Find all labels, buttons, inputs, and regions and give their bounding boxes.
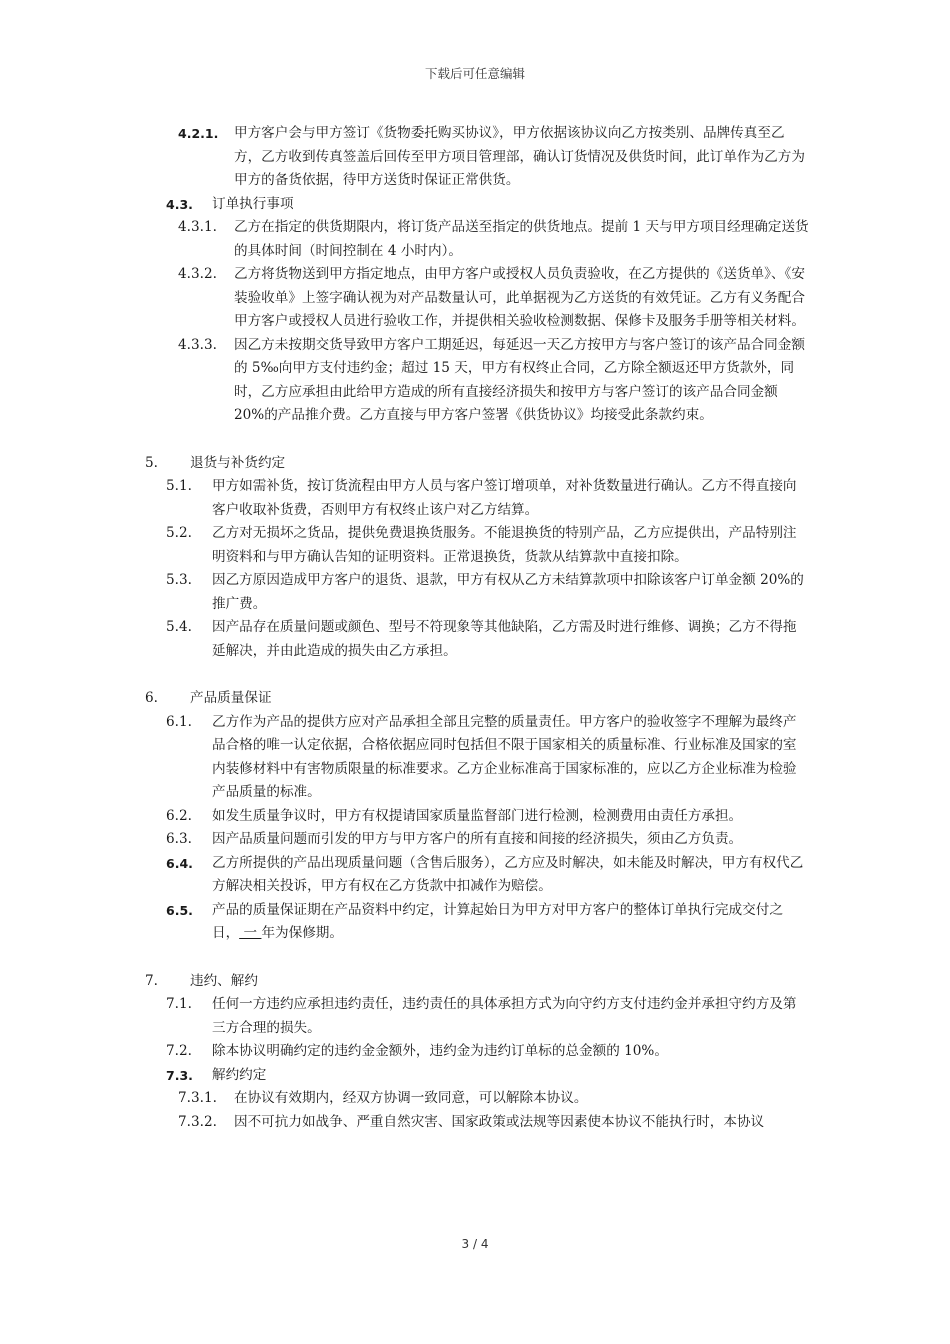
clause-number: 4.3.	[166, 196, 193, 212]
clause-number: 7.3.1.	[178, 1090, 217, 1106]
clause-number: 7.1.	[166, 996, 192, 1012]
underlined-term: 一	[239, 925, 262, 941]
clause-6-2	[0, 805, 950, 829]
clause-number: 6.2.	[166, 807, 192, 824]
clause-text: 甲方客户会与甲方签订《货物委托购买协议》，甲方依据该协议向乙方按类别、品牌传真至乙方，乙方收到传真签盖后回传至甲方项目管理部，确认订货情况及供货时间，此订单作为乙方为甲方的备货依据，待甲方送货时保证正常供货。	[234, 125, 805, 188]
clause-number: 4.2.1.	[178, 126, 219, 141]
clause-number: 6.4.	[166, 855, 193, 871]
clause-text: 因乙方原因造成甲方客户的退货、退款，甲方有权从乙方未结算款项中扣除该客户订单金额 20%的推广费。	[212, 572, 804, 612]
clause-text: 乙方在指定的供货期限内，将订货产品送至指定的供货地点。提前 1 天与甲方项目经理确定送货的具体时间（时间控制在 4 小时内）。	[234, 219, 809, 259]
clause-6-4	[0, 852, 950, 899]
clause-6-3	[0, 828, 950, 852]
clause-number: 5.3.	[166, 572, 192, 588]
clause-text: 乙方作为产品的提供方应对产品承担全部且完整的质量责任。甲方客户的验收签字不理解为最终产品合格的唯一认定依据，合格依据应同时包括但不限于国家相关的质量标准、行业标准及国家的室内装修材料中有害物质限量的标准要求。乙方企业标准高于国家标准的，应以乙方企业标准为检验产品质量的标准。	[212, 713, 797, 800]
clause-7-3-1	[0, 1087, 950, 1111]
section-title: 产品质量保证	[190, 690, 272, 706]
clause-text: 如发生质量争议时，甲方有权提请国家质量监督部门进行检测，检测费用由责任方承担。	[212, 807, 743, 824]
clause-heading: 解约约定	[212, 1066, 267, 1083]
clause-text: 因产品质量问题而引发的甲方与甲方客户的所有直接和间接的经济损失，须由乙方负责。	[212, 831, 743, 847]
clause-text: 乙方对无损坏之货品，提供免费退换货服务。不能退换货的特别产品，乙方应提供出，产品特别注明资料和与甲方确认告知的证明资料。正常退换货，货款从结算款中直接扣除。	[212, 525, 797, 565]
clause-text: 任何一方违约应承担违约责任，违约责任的具体承担方式为向守约方支付违约金并承担守约方及第三方合理的损失。	[212, 996, 797, 1036]
clause-6-5	[0, 899, 950, 946]
clause-number: 5.2.	[166, 525, 192, 541]
page-number: 3 / 4	[461, 1237, 489, 1251]
document-body	[0, 122, 950, 1134]
clause-text: 在协议有效期内，经双方协调一致同意，可以解除本协议。	[234, 1090, 588, 1106]
clause-text: 甲方如需补货，按订货流程由甲方人员与客户签订增项单，对补货数量进行确认。乙方不得直接向客户收取补货费，否则甲方有权终止该户对乙方结算。	[212, 478, 797, 518]
clause-heading: 订单执行事项	[212, 195, 294, 212]
clause-5-4	[0, 616, 950, 663]
clause-4-3	[0, 193, 950, 217]
clause-number: 7.3.	[166, 1067, 193, 1083]
section-spacer	[0, 428, 950, 452]
clause-number: 7.3.2.	[178, 1113, 217, 1130]
clause-text	[212, 899, 809, 946]
clause-6-1	[0, 711, 950, 805]
clause-7-3-2	[0, 1111, 950, 1135]
clause-7-2	[0, 1040, 950, 1064]
section-5-heading	[0, 452, 950, 476]
section-title: 违约、解约	[190, 972, 258, 989]
clause-5-1	[0, 475, 950, 522]
clause-number: 5.1.	[166, 478, 192, 494]
clause-number: 5.4.	[166, 619, 192, 635]
clause-text: 因产品存在质量问题或颜色、型号不符现象等其他缺陷，乙方需及时进行维修、调换；乙方不得拖延解决，并由此造成的损失由乙方承担。	[212, 619, 797, 659]
clause-text: 乙方所提供的产品出现质量问题（含售后服务），乙方应及时解决，如未能及时解决，甲方有权代乙方解决相关投诉，甲方有权在乙方货款中扣减作为赔偿。	[212, 854, 804, 894]
clause-text: 因不可抗力如战争、严重自然灾害、国家政策或法规等因素使本协议不能执行时，本协议	[234, 1113, 765, 1130]
section-6-heading	[0, 687, 950, 711]
clause-4-3-1	[0, 216, 950, 263]
clause-text: 因乙方未按期交货导致甲方客户工期延迟，每延迟一天乙方按甲方与客户签订的该产品合同金额的 5‰向甲方支付违约金；超过 15 天，甲方有权终止合同，乙方除全额返还甲方货款外，同时，乙方应承担由此给甲方造成的所有直接经济损失和按甲方与客户签订的该产品合同金额 20%的产品推介费。乙方直接与甲方客户签署《供货协议》均接受此条款约束。	[234, 336, 805, 423]
section-number: 7.	[145, 972, 158, 989]
section-number: 5.	[145, 454, 158, 471]
clause-4-3-2	[0, 263, 950, 334]
clause-text-after: 年为保修期。	[261, 925, 343, 941]
clause-text: 乙方将货物送到甲方指定地点，由甲方客户或授权人员负责验收，在乙方提供的《送货单》、《安装验收单》上签字确认视为对产品数量认可，此单据视为乙方送货的有效凭证。乙方有义务配合甲方客户或授权人员进行验收工作，并提供相关验收检测数据、保修卡及服务手册等相关材料。	[234, 266, 805, 329]
section-spacer	[0, 663, 950, 687]
clause-7-3	[0, 1064, 950, 1088]
clause-4-3-3	[0, 334, 950, 428]
clause-5-3	[0, 569, 950, 616]
clause-number: 6.3.	[166, 831, 192, 847]
page-header: 下载后可任意编辑	[424, 66, 525, 81]
clause-number: 4.3.2.	[178, 266, 217, 282]
clause-number: 7.2.	[166, 1043, 192, 1059]
clause-number: 4.3.1.	[178, 219, 217, 235]
section-number: 6.	[145, 690, 158, 706]
clause-number: 6.5.	[166, 902, 193, 918]
clause-text-before: 产品的质量保证期在产品资料中约定，计算起始日为甲方对甲方客户的整体订单执行完成交付之日，	[212, 901, 783, 941]
clause-number: 6.1.	[166, 713, 192, 730]
clause-7-1	[0, 993, 950, 1040]
clause-text: 除本协议明确约定的违约金金额外，违约金为违约订单标的总金额的 10%。	[212, 1043, 668, 1059]
section-7-heading	[0, 970, 950, 994]
clause-5-2	[0, 522, 950, 569]
clause-number: 4.3.3.	[178, 336, 217, 353]
section-spacer	[0, 946, 950, 970]
clause-4-2-1	[0, 122, 950, 193]
section-title: 退货与补货约定	[190, 454, 286, 471]
